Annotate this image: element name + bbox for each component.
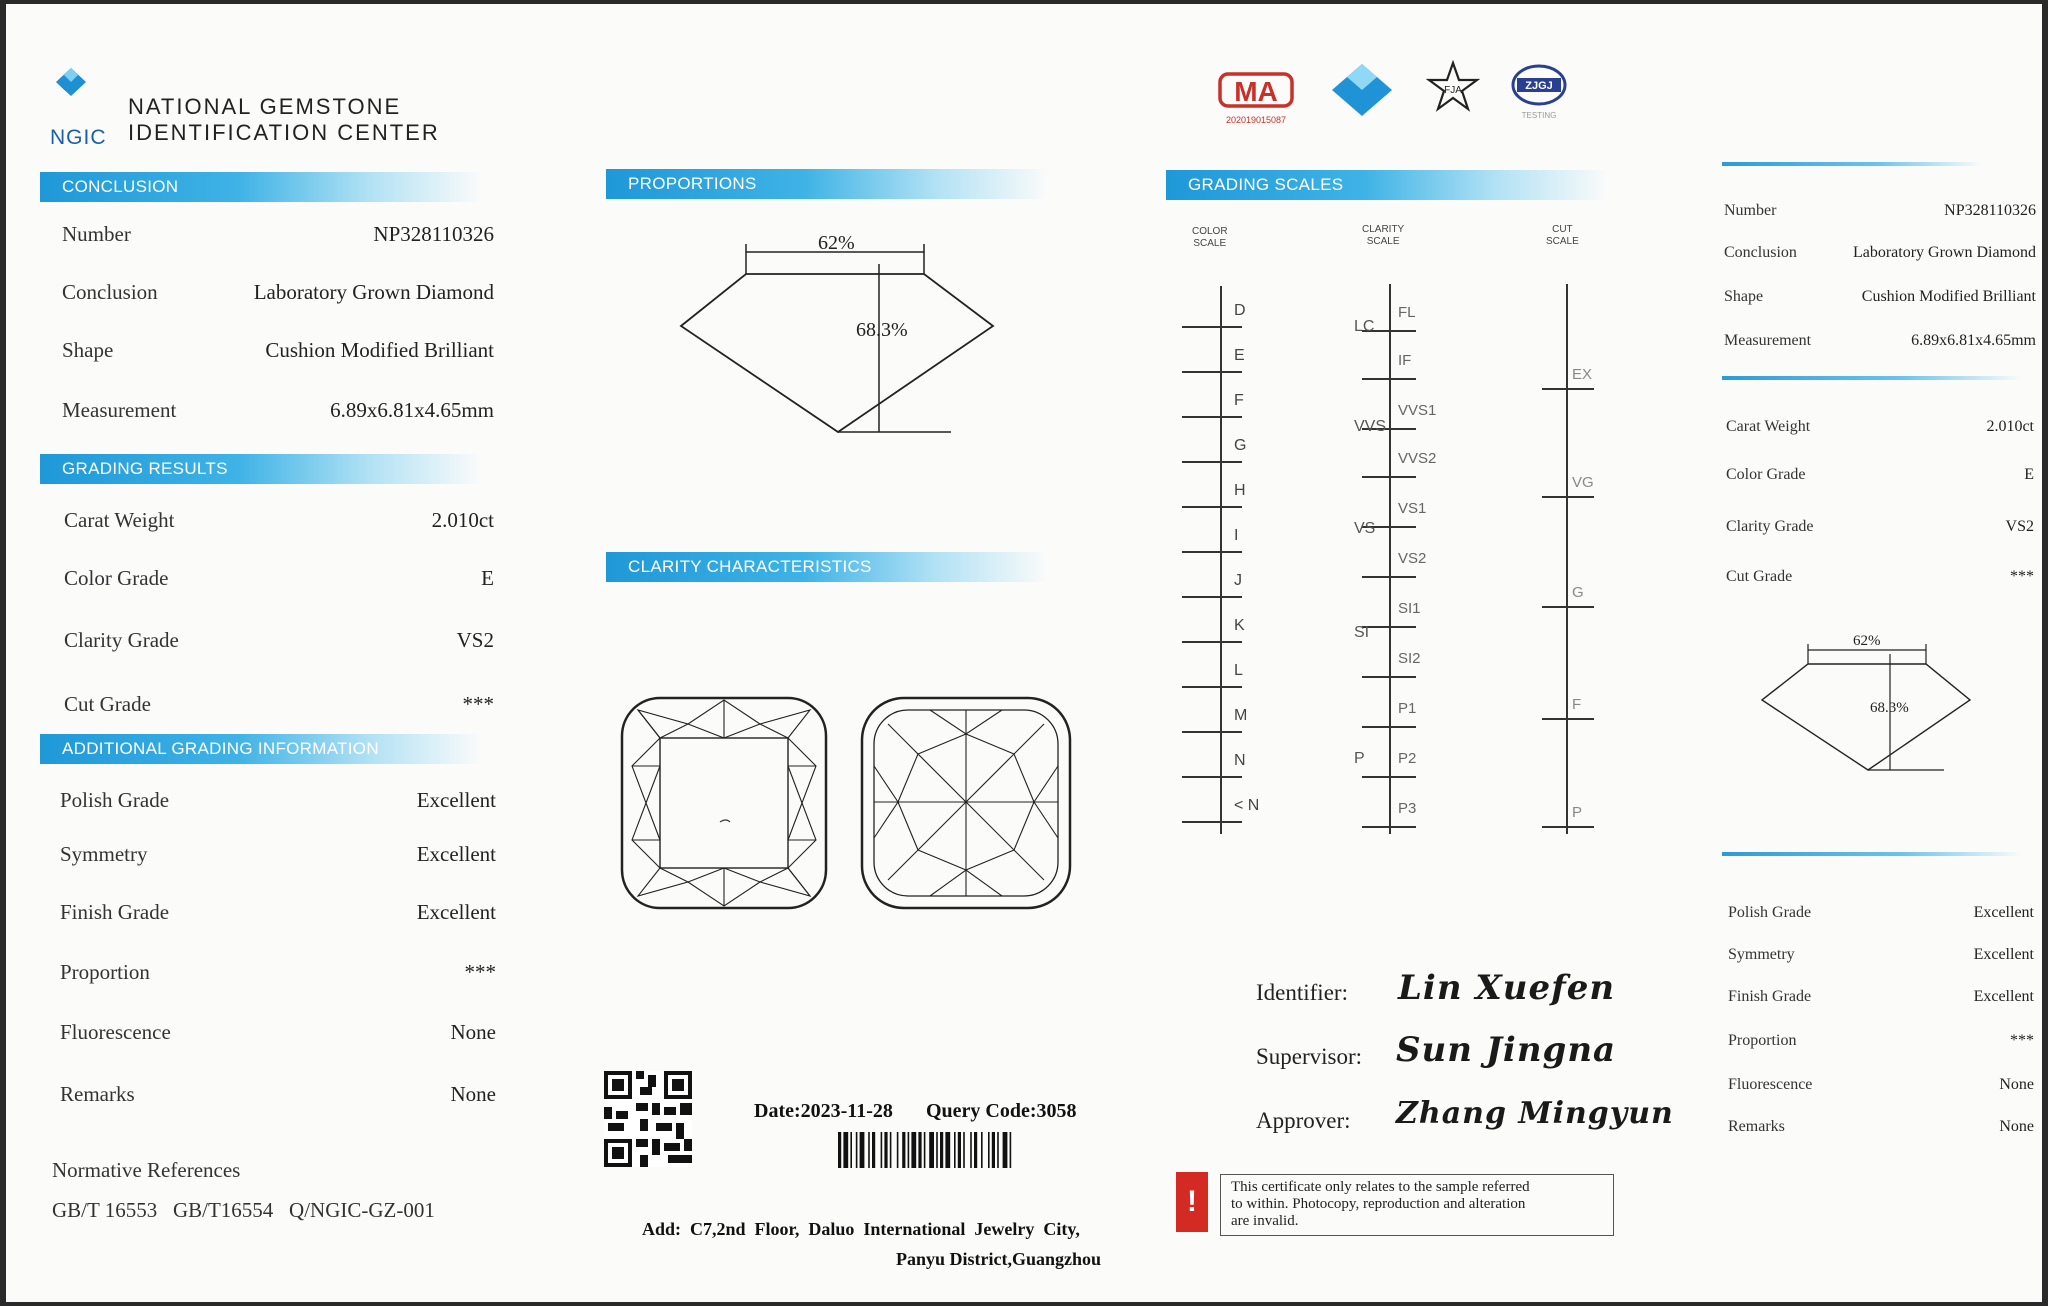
barcode-bar [868,1132,870,1168]
barcode-bar [850,1132,852,1168]
stub-top-row-label: Measurement [1724,332,1812,349]
color-grade-label: N [1234,752,1246,769]
color-grade-label: K [1234,617,1245,634]
additional-row-label: Proportion [60,960,150,984]
additional-row-value: None [450,1020,496,1044]
clarity-grade-label: P3 [1398,800,1417,817]
barcode-bar [838,1132,841,1168]
stub-top-row-label: Number [1724,202,1777,219]
color-grade-label: D [1234,302,1246,319]
stub-bottom-row-label: Symmetry [1728,946,1795,963]
barcode-bar [918,1132,921,1168]
warning-icon: ! [1176,1172,1208,1232]
clarity-grade-label: VVS2 [1398,450,1437,467]
barcode-bar [997,1132,999,1168]
grading-row-label: Cut Grade [64,692,151,716]
grading-row-value: *** [462,692,494,716]
stub-top-row-label: Shape [1724,288,1764,305]
stub-bottom-row-label: Polish Grade [1728,904,1812,921]
barcode-bar [936,1132,938,1168]
grading-row-value: E [481,566,494,590]
approver-label: Approver: [1256,1108,1351,1133]
clarity-group-label: VVS [1354,418,1387,435]
barcode-bar [1010,1132,1012,1168]
stub-mid-row [1726,418,2034,436]
color-scale-axis [1220,286,1222,834]
cut-scale-title: CUT SCALE [1546,224,1579,247]
stub-bottom-row-label: Remarks [1728,1118,1785,1135]
stub-bottom-row-label: Proportion [1728,1032,1797,1049]
conclusion-row-value: 6.89x6.81x4.65mm [330,398,494,422]
stub-mid-row-value: VS2 [2005,518,2034,535]
stub-top-row [1724,288,2036,306]
stub-mid-row-value: E [2024,466,2034,483]
stub-mid-row-label: Cut Grade [1726,568,1793,585]
clarity-group-label: VS [1354,520,1376,537]
ngic-logo [46,64,96,114]
additional-row [60,842,496,867]
color-grade-label: G [1234,437,1247,454]
stub-top-row [1724,332,2036,350]
cut-scale-axis [1566,284,1568,834]
stub-mid-row-label: Carat Weight [1726,418,1811,435]
stub-top-row-value: 6.89x6.81x4.65mm [1911,332,2036,349]
conclusion-row-value: Cushion Modified Brilliant [265,338,494,362]
barcode-bar [988,1132,990,1168]
cut-scale-tick [1542,496,1594,498]
clarity-group-label: LC [1354,318,1375,335]
cut-scale-tick [1542,826,1594,828]
qr-code [604,1070,692,1168]
grading-results-banner: GRADING RESULTS [40,454,482,484]
ngic-diamond-icon [46,64,96,114]
stub-top-row [1724,202,2036,220]
stub-depth-pct: 68.3% [1870,700,1909,716]
barcode-bar [881,1132,883,1168]
crown-plot-diagram [618,694,830,912]
stub-rule-top [1722,162,1982,166]
additional-row-value: Excellent [416,900,496,924]
ngic-seal-icon [1330,62,1394,120]
color-grade-label: J [1234,572,1242,589]
stub-bottom-row-value: Excellent [1973,988,2034,1005]
barcode-bar [908,1132,910,1168]
cma-text: MA [1234,76,1278,107]
approver-signature: Zhang Mingyun [1396,1096,1674,1131]
stub-proportions-diagram [1752,630,1978,780]
barcode-bar [963,1132,965,1168]
stub-table-pct: 62% [1853,633,1881,649]
notice-line1: This certificate only relates to the sample referred [1231,1179,1530,1195]
notice-line3: are invalid. [1231,1213,1299,1229]
cma-logo [1218,70,1294,126]
conclusion-row-label: Conclusion [62,280,158,304]
clarity-scale-tick [1362,776,1416,778]
ngic-abbr: NGIC [50,126,107,149]
conclusion-row [62,338,494,363]
notice-box [1220,1174,1614,1236]
barcode-bar [902,1132,905,1168]
stub-bottom-row [1728,988,2034,1006]
conclusion-row-label: Number [62,222,131,246]
grading-row [64,692,494,717]
barcode-bar [958,1132,961,1168]
stub-bottom-row-value: None [1999,1118,2034,1135]
stub-mid-row-label: Clarity Grade [1726,518,1814,535]
color-scale-tick [1182,731,1242,733]
stub-bottom-row [1728,1032,2034,1050]
additional-row-value: Excellent [416,788,496,812]
conclusion-row-label: Measurement [62,398,177,422]
cma-code: 202019015087 [1225,115,1287,125]
grading-row [64,566,494,591]
color-scale-tick [1182,596,1242,598]
conclusion-banner: CONCLUSION [40,172,482,202]
address-line2: Panyu District,Guangzhou [896,1249,1102,1269]
stub-rule-3 [1722,852,2022,856]
conclusion-row-value: Laboratory Grown Diamond [253,280,494,304]
cut-grade-label: P [1572,804,1583,821]
stub-bottom-row-value: *** [2010,1032,2034,1049]
supervisor-signature: Sun Jingna [1396,1030,1617,1070]
table-pct-label: 62% [818,234,855,254]
clarity-scale-tick [1362,726,1416,728]
color-scale-tick [1182,776,1242,778]
barcode-bar [856,1132,858,1168]
stub-rule-2 [1722,376,2022,380]
stub-bottom-row [1728,1118,2034,1136]
identifier-label: Identifier: [1256,980,1348,1005]
clarity-grade-label: VS1 [1398,500,1427,517]
proportions-banner: PROPORTIONS [606,169,1048,199]
cut-grade-label: G [1572,584,1584,601]
grading-row [64,508,494,533]
cut-scale-tick [1542,606,1594,608]
color-scale-tick [1182,821,1242,823]
clarity-scale-tick [1362,378,1416,380]
color-grade-label: E [1234,347,1245,364]
org-name-line1: NATIONAL GEMSTONE [128,94,402,119]
clarity-scale-axis [1389,284,1391,834]
zjgj-logo [1510,64,1568,124]
supervisor-label: Supervisor: [1256,1044,1363,1069]
cut-grade-label: EX [1572,366,1593,383]
color-grade-label: I [1234,527,1239,544]
clarity-grade-label: SI1 [1398,600,1421,617]
stub-bottom-row-value: Excellent [1973,904,2034,921]
additional-row [60,1082,496,1107]
clarity-group-label: SI [1354,624,1370,641]
grading-row-value: VS2 [456,628,494,652]
color-grade-label: F [1234,392,1244,409]
stub-top-row-value: NP328110326 [1944,202,2036,219]
color-grade-label: L [1234,662,1243,679]
clarity-banner: CLARITY CHARACTERISTICS [606,552,1048,582]
clarity-scale-tick [1362,826,1416,828]
cut-grade-label: VG [1572,474,1594,491]
notice-line2: to within. Photocopy, reproduction and alteration [1231,1196,1526,1212]
barcode-bar [897,1132,899,1168]
clarity-scale-title: CLARITY SCALE [1362,224,1405,247]
barcode-bar [884,1132,887,1168]
barcode-bar [890,1132,892,1168]
color-grade-label: H [1234,482,1246,499]
barcode-bar [940,1132,943,1168]
stub-bottom-row [1728,904,2034,922]
grading-row-value: 2.010ct [431,508,494,532]
barcode-bar [992,1132,995,1168]
barcode-bar [974,1132,977,1168]
stub-bottom-row-value: Excellent [1973,946,2034,963]
stub-bottom-row-value: None [1999,1076,2034,1093]
clarity-grade-label: FL [1398,304,1416,321]
stub-top-row-value: Cushion Modified Brilliant [1861,288,2036,305]
barcode-bar [924,1132,926,1168]
color-grade-label: < N [1234,797,1260,814]
color-scale-tick [1182,506,1242,508]
clarity-grade-label: IF [1398,352,1412,369]
barcode-bar [860,1132,865,1168]
issue-date: Date:2023-11-28 [754,1100,893,1122]
color-scale-tick [1182,641,1242,643]
color-scale-tick [1182,551,1242,553]
query-code: Query Code:3058 [926,1100,1077,1122]
grading-scales-banner: GRADING SCALES [1166,170,1608,200]
color-scale-tick [1182,416,1242,418]
grading-row-label: Clarity Grade [64,628,179,652]
barcode-bar [954,1132,956,1168]
barcode-bar [970,1132,972,1168]
additional-row [60,788,496,813]
stub-bottom-row [1728,946,2034,964]
certificate [6,4,2042,1302]
stub-bottom-row-label: Finish Grade [1728,988,1812,1005]
clarity-grade-label: SI2 [1398,650,1421,667]
fja-star-icon [1426,60,1480,114]
color-scale-tick [1182,686,1242,688]
stub-mid-row-value: 2.010ct [1986,418,2034,435]
additional-banner: ADDITIONAL GRADING INFORMATION [40,734,482,764]
clarity-scale-tick [1362,626,1416,628]
additional-row-label: Polish Grade [60,788,170,812]
cut-grade-label: F [1572,696,1582,713]
cut-scale-tick [1542,388,1594,390]
conclusion-row-label: Shape [62,338,114,362]
stub-bottom-row-label: Fluorescence [1728,1076,1813,1093]
conclusion-row [62,280,494,305]
grading-row [64,628,494,653]
stub-top-row-value: Laboratory Grown Diamond [1852,244,2036,261]
stub-mid-row [1726,518,2034,536]
barcode [838,1132,1080,1168]
clarity-grade-label: VS2 [1398,550,1427,567]
stub-mid-row-value: *** [2010,568,2034,585]
clarity-group-label: P [1354,750,1365,767]
additional-row [60,960,496,985]
stub-top-row [1724,244,2036,262]
conclusion-row [62,398,494,423]
stub-mid-row [1726,568,2034,586]
barcode-bar [872,1132,875,1168]
additional-row-label: Symmetry [60,842,148,866]
clarity-grade-label: P2 [1398,750,1417,767]
color-scale-tick [1182,326,1242,328]
stub-mid-row-label: Color Grade [1726,466,1806,483]
color-scale-tick [1182,371,1242,373]
additional-row-label: Fluorescence [60,1020,171,1044]
additional-row-value: None [450,1082,496,1106]
address-line1: Add: C7,2nd Floor, Daluo International Jewelry City, [642,1219,1080,1239]
additional-row [60,1020,496,1045]
grading-row-label: Carat Weight [64,508,175,532]
references-items: GB/T 16553 GB/T16554 Q/NGIC-GZ-001 [52,1198,435,1222]
stub-mid-row [1726,466,2034,484]
barcode-bar [981,1132,983,1168]
additional-row-label: Finish Grade [60,900,170,924]
barcode-bar [843,1132,848,1168]
additional-row [60,900,496,925]
cut-scale-tick [1542,718,1594,720]
color-scale-tick [1182,461,1242,463]
clarity-scale-tick [1362,676,1416,678]
stub-top-row-label: Conclusion [1724,244,1797,261]
barcode-bar [1003,1132,1008,1168]
proportions-diagram [666,234,1006,444]
grading-row-label: Color Grade [64,566,169,590]
clarity-scale-tick [1362,476,1416,478]
color-grade-label: M [1234,707,1248,724]
identifier-signature: Lin Xuefen [1398,968,1616,1008]
color-scale-title: COLOR SCALE [1192,226,1228,249]
barcode-bar [911,1132,916,1168]
depth-pct-label: 68.3% [856,319,908,341]
clarity-grade-label: P1 [1398,700,1417,717]
references-heading: Normative References [52,1158,241,1182]
fja-text: FJA [1444,85,1462,96]
additional-row-value: *** [464,960,496,984]
stub-bottom-row [1728,1076,2034,1094]
additional-row-value: Excellent [416,842,496,866]
pavilion-plot-diagram [858,694,1074,912]
additional-row-label: Remarks [60,1082,135,1106]
barcode-bar [929,1132,934,1168]
barcode-bar [945,1132,950,1168]
clarity-scale-tick [1362,576,1416,578]
clarity-grade-label: VVS1 [1398,402,1437,419]
zjgj-text: ZJGJ [1525,80,1553,92]
zjgj-sub: TESTING [1521,111,1557,120]
conclusion-row-value: NP328110326 [373,222,494,246]
org-name-line2: IDENTIFICATION CENTER [128,120,440,145]
conclusion-row [62,222,494,247]
